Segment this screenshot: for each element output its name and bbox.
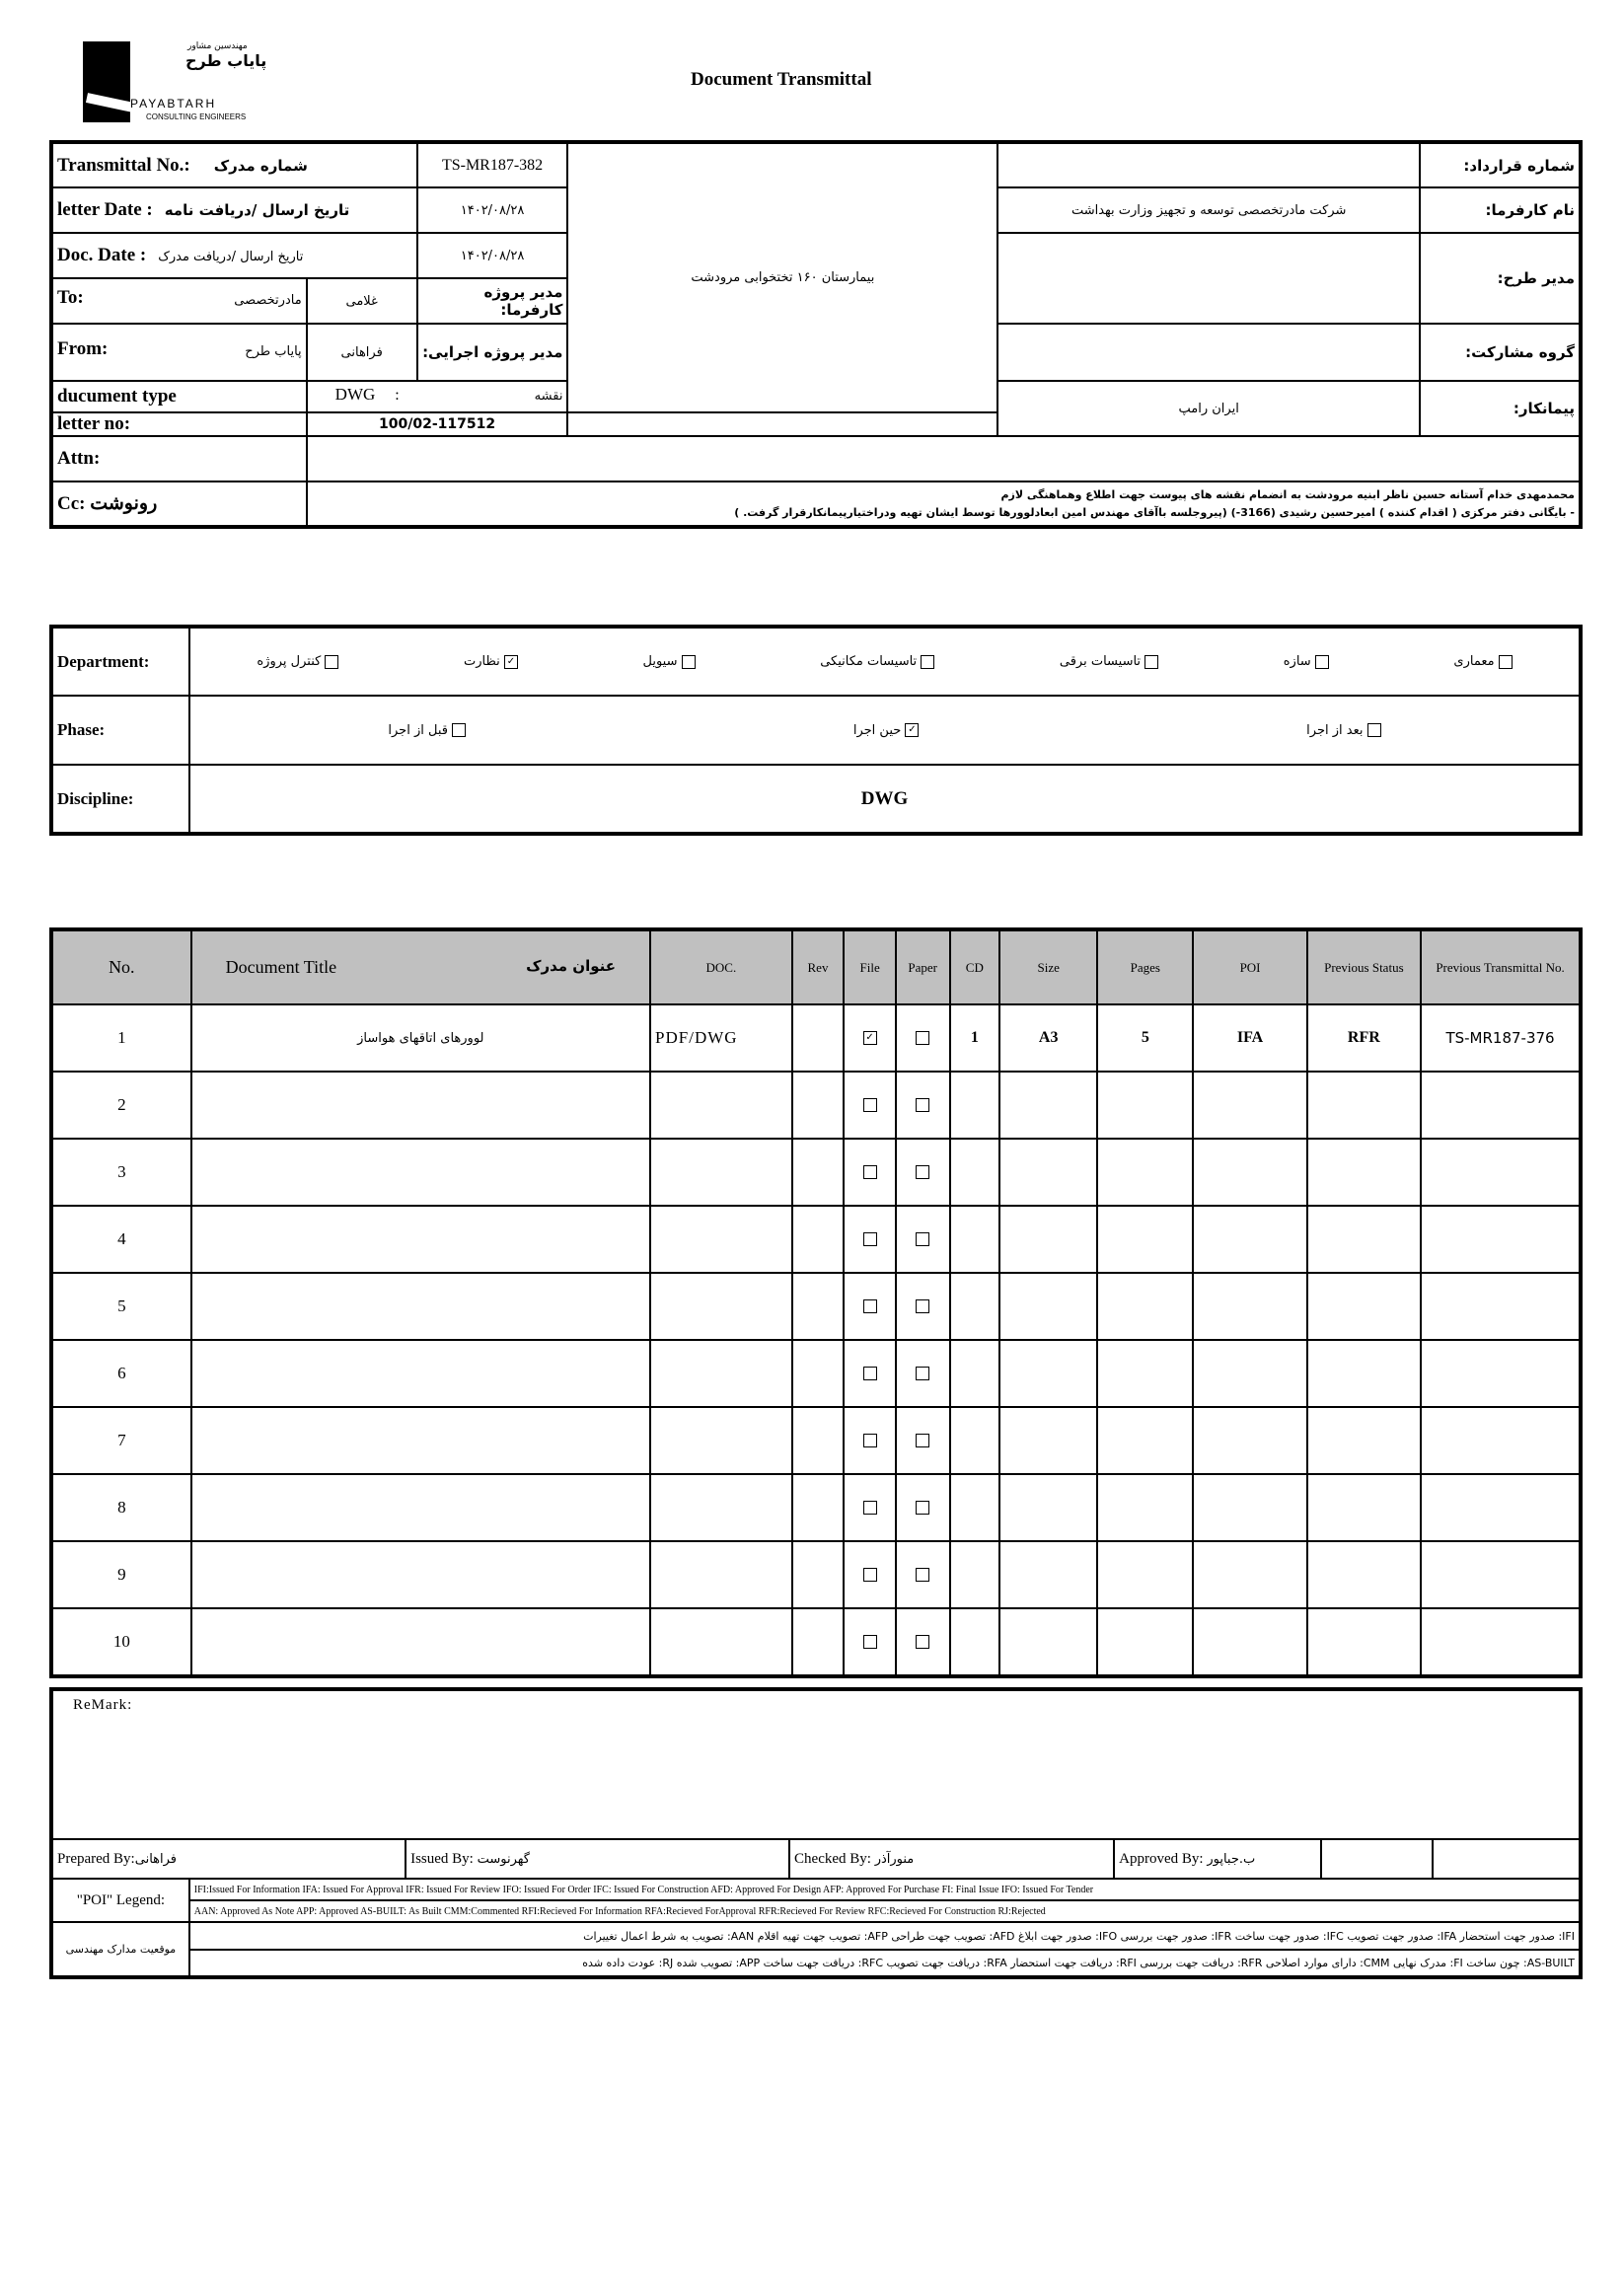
cell-previous-status [1307, 1474, 1421, 1541]
cell-pages [1097, 1608, 1193, 1676]
checkbox-icon[interactable] [916, 1299, 929, 1313]
cell-pages [1097, 1273, 1193, 1340]
logo-en-name: PAYABTARH [130, 97, 217, 111]
cell-paper [896, 1340, 950, 1407]
cell-previous-transmittal [1421, 1072, 1581, 1139]
col-document-title: Document Title عنوان مدرک [191, 929, 650, 1004]
cell-doc [650, 1608, 792, 1676]
logo-fa-name: پایاب طرح [185, 51, 267, 70]
cell-previous-status [1307, 1206, 1421, 1273]
cell-file [844, 1139, 896, 1206]
cell-previous-transmittal [1421, 1541, 1581, 1608]
cell-previous-transmittal [1421, 1407, 1581, 1474]
cell-paper [896, 1273, 950, 1340]
cell-doc [650, 1541, 792, 1608]
letter-no-value: 100/02-117512 [307, 412, 568, 436]
cell-cd [950, 1541, 1000, 1608]
from-field: From: پایاب طرح [51, 324, 307, 381]
letter-date-label: letter Date : تاریخ ارسال /دریافت نامه [51, 187, 417, 233]
table-row [51, 1206, 1581, 1273]
checkbox-icon[interactable] [325, 655, 338, 669]
logo-fa-subtitle: مهندسین مشاور [187, 41, 248, 51]
cell-no: 3 [51, 1139, 191, 1206]
client-value: شرکت مادرتخصصی توسعه و تجهیز وزارت بهداشت [997, 187, 1420, 233]
cell-rev [792, 1139, 845, 1206]
checkbox-icon[interactable] [916, 1501, 929, 1515]
cell-doc [650, 1139, 792, 1206]
engineering-status-line-1: IFI: صدور جهت استحضار IFA: صدور جهت تصویب IFC: صدور جهت ساخت IFR: صدور جهت بررسی IFO: صدور جهت ابلاغ AFD: تصویب جهت طراحی AFP: تصویب جهت تهیه اقلام AAN: تصویب به شرط اعمال تغییرات [189, 1922, 1581, 1950]
cc-line-1: محمدمهدی خدام آستانه حسین ناظر ابنیه مرودشت به انضمام نقشه های پیوست جهت اطلاع وهماهنگی لازم [1000, 487, 1575, 501]
cell-rev [792, 1608, 845, 1676]
checkbox-icon[interactable] [916, 1635, 929, 1649]
doc-date-label: Doc. Date : تاریخ ارسال /دریافت مدرک [51, 233, 417, 278]
cell-file [844, 1407, 896, 1474]
checkbox-icon[interactable] [1315, 655, 1329, 669]
cell-cd [950, 1340, 1000, 1407]
checkbox-icon[interactable] [916, 1031, 929, 1045]
cell-cd [950, 1139, 1000, 1206]
approved-by: Approved By: ب.جباپور [1114, 1839, 1321, 1879]
phase-options [189, 696, 1581, 765]
table-row [51, 1407, 1581, 1474]
cell-title [191, 1273, 650, 1340]
signoff-blank-1 [1321, 1839, 1434, 1879]
transmittal-no-value: TS-MR187-382 [417, 142, 568, 187]
cell-paper [896, 1541, 950, 1608]
table-row [51, 1474, 1581, 1541]
document-title: Document Transmittal [691, 69, 872, 90]
cell-previous-status [1307, 1541, 1421, 1608]
project-spacer [567, 412, 997, 436]
table-row [51, 1340, 1581, 1407]
cell-previous-status [1307, 1273, 1421, 1340]
prepared-by: Prepared By:فراهانی [51, 1839, 406, 1879]
cell-rev [792, 1273, 845, 1340]
checkbox-icon[interactable] [863, 1299, 877, 1313]
cell-title [191, 1407, 650, 1474]
cell-file [844, 1206, 896, 1273]
client-pm-label: مدیر پروژه کارفرما: [417, 278, 568, 324]
cell-previous-status: RFR [1307, 1004, 1421, 1072]
col-paper: Paper [896, 929, 950, 1004]
checkbox-icon[interactable] [1499, 655, 1513, 669]
cell-poi: IFA [1193, 1004, 1306, 1072]
cell-rev [792, 1407, 845, 1474]
cell-poi [1193, 1139, 1306, 1206]
cell-title [191, 1474, 650, 1541]
department-option-electrical[interactable]: تاسیسات برقی [1060, 654, 1158, 669]
cell-rev [792, 1541, 845, 1608]
col-size: Size [999, 929, 1097, 1004]
phase-option-after[interactable]: بعد از اجرا [1306, 723, 1380, 738]
department-option-mechanical[interactable]: تاسیسات مکانیکی [820, 654, 934, 669]
checkbox-icon[interactable] [863, 1232, 877, 1246]
cell-doc [650, 1340, 792, 1407]
cell-doc [650, 1273, 792, 1340]
cell-size: A3 [999, 1004, 1097, 1072]
department-option-architecture[interactable]: معماری [1453, 654, 1512, 669]
table-row [51, 1072, 1581, 1139]
checkbox-icon[interactable] [863, 1098, 877, 1112]
checked-by: Checked By: منورآذر [789, 1839, 1114, 1879]
cell-file [844, 1340, 896, 1407]
col-poi: POI [1193, 929, 1306, 1004]
cell-previous-status [1307, 1072, 1421, 1139]
cell-cd [950, 1072, 1000, 1139]
cell-rev [792, 1340, 845, 1407]
cell-rev [792, 1474, 845, 1541]
checkbox-icon[interactable] [921, 655, 934, 669]
cell-cd [950, 1608, 1000, 1676]
info-table [49, 140, 1583, 529]
project-name: بیمارستان ۱۶۰ تختخوابی مرودشت [567, 142, 997, 412]
cell-paper [896, 1407, 950, 1474]
cell-doc [650, 1072, 792, 1139]
col-doc: DOC. [650, 929, 792, 1004]
cell-previous-transmittal [1421, 1273, 1581, 1340]
cell-size [999, 1340, 1097, 1407]
company-logo [83, 41, 280, 126]
cell-pages [1097, 1072, 1193, 1139]
letter-date-value: ۱۴۰۲/۰۸/۲۸ [417, 187, 568, 233]
classification-table [49, 625, 1583, 836]
cc-value [307, 481, 1581, 527]
documents-rows [51, 1004, 1581, 1676]
checkbox-icon[interactable] [452, 723, 466, 737]
checked-checkbox-icon[interactable]: ✓ [504, 655, 518, 669]
letter-no-label: letter no: [51, 412, 307, 436]
client-label: نام کارفرما: [1420, 187, 1581, 233]
cell-doc [650, 1474, 792, 1541]
cell-no: 10 [51, 1608, 191, 1676]
department-options [189, 627, 1581, 696]
cell-rev [792, 1206, 845, 1273]
cell-no: 7 [51, 1407, 191, 1474]
cell-cd [950, 1474, 1000, 1541]
cell-size [999, 1541, 1097, 1608]
col-rev: Rev [792, 929, 845, 1004]
logo-en-subtitle: CONSULTING ENGINEERS [146, 112, 247, 121]
poi-legend-label: "POI" Legend: [51, 1879, 189, 1922]
phase-option-during[interactable]: ✓ حین اجرا [853, 723, 920, 738]
checkbox-icon[interactable] [916, 1367, 929, 1380]
cell-paper [896, 1474, 950, 1541]
cell-cd [950, 1206, 1000, 1273]
cell-no: 9 [51, 1541, 191, 1608]
footer-table [49, 1687, 1583, 1979]
cell-paper [896, 1608, 950, 1676]
cell-title: لوورهای اتاقهای هواساز [191, 1004, 650, 1072]
cell-poi [1193, 1072, 1306, 1139]
cc-line-2: - بایگانی دفتر مرکزی ( اقدام کننده ) امیرحسین رشیدی (3166-) (پیروجلسه باآقای مهندس امین ابعادلوورها توسط ایشان تهیه ودراختیارپیمانکارقرار گرفت. ) [734, 505, 1575, 519]
cell-size [999, 1474, 1097, 1541]
cell-paper [896, 1004, 950, 1072]
checkbox-icon[interactable] [863, 1165, 877, 1179]
doc-date-value: ۱۴۰۲/۰۸/۲۸ [417, 233, 568, 278]
partnership-value [997, 324, 1420, 381]
table-row [51, 1139, 1581, 1206]
department-label: Department: [51, 627, 189, 696]
cell-poi [1193, 1608, 1306, 1676]
checkbox-icon[interactable] [916, 1165, 929, 1179]
col-no: No. [51, 929, 191, 1004]
checkbox-icon[interactable] [1367, 723, 1381, 737]
col-previous-status: Previous Status [1307, 929, 1421, 1004]
department-option-supervision[interactable]: ✓ نظارت [464, 654, 518, 669]
checkbox-icon[interactable] [1144, 655, 1158, 669]
cell-file [844, 1004, 896, 1072]
cell-pages [1097, 1541, 1193, 1608]
cell-size [999, 1072, 1097, 1139]
poi-legend-line-1: IFI:Issued For Information IFA: Issued For Approval IFR: Issued For Review IFO: Issued For Order IFC: Issued For Construction AFD: Approved For Design AFP: Approved For Purchase FI: Final Issue IFO: Issued For Tender [189, 1879, 1581, 1900]
cell-previous-status [1307, 1340, 1421, 1407]
cell-poi [1193, 1541, 1306, 1608]
cell-previous-status [1307, 1608, 1421, 1676]
cell-title [191, 1541, 650, 1608]
cell-previous-transmittal [1421, 1139, 1581, 1206]
documents-table [49, 927, 1583, 1678]
cell-file [844, 1541, 896, 1608]
engineering-status-label: موقعیت مدارک مهندسی [51, 1922, 189, 1977]
cell-doc [650, 1206, 792, 1273]
cell-cd [950, 1273, 1000, 1340]
col-pages: Pages [1097, 929, 1193, 1004]
table-row [51, 1541, 1581, 1608]
checkbox-icon[interactable] [863, 1434, 877, 1447]
cell-no: 2 [51, 1072, 191, 1139]
cell-size [999, 1608, 1097, 1676]
checkbox-icon[interactable] [863, 1501, 877, 1515]
cell-size [999, 1139, 1097, 1206]
checkbox-icon[interactable] [916, 1232, 929, 1246]
cell-no: 6 [51, 1340, 191, 1407]
checkbox-icon[interactable] [916, 1434, 929, 1447]
issued-by: Issued By: گهرنوست [406, 1839, 789, 1879]
cell-size [999, 1407, 1097, 1474]
discipline-value: DWG [189, 765, 1581, 834]
cell-poi [1193, 1407, 1306, 1474]
plan-manager-label: مدیر طرح: [1420, 233, 1581, 324]
exec-pm-name: فراهانی [307, 324, 417, 381]
phase-label: Phase: [51, 696, 189, 765]
cell-title [191, 1139, 650, 1206]
document-type-value: DWG : نقشه [307, 381, 568, 412]
contractor-value: ایران رامپ [997, 381, 1420, 436]
transmittal-no-label: Transmittal No.: شماره مدرک [51, 142, 417, 187]
cell-poi [1193, 1273, 1306, 1340]
cell-title [191, 1608, 650, 1676]
table-row [51, 1273, 1581, 1340]
document-type-label: ducument type [51, 381, 307, 412]
cell-size [999, 1273, 1097, 1340]
checkbox-icon[interactable] [863, 1635, 877, 1649]
table-row [51, 1004, 1581, 1072]
checked-checkbox-icon[interactable]: ✓ [863, 1031, 877, 1045]
cell-size [999, 1206, 1097, 1273]
remark-field[interactable] [51, 1689, 1581, 1839]
poi-legend-line-2: AAN: Approved As Note APP: Approved AS-BUILT: As Built CMM:Commented RFI:Recieved For Information RFA:Recieved ForApproval RFR:Recieved For Review RFC:Recieved For Construction RJ:Rejected [189, 1900, 1581, 1922]
attn-value [307, 436, 1581, 481]
client-pm-name: غلامی [307, 278, 417, 324]
col-cd: CD [950, 929, 1000, 1004]
cell-previous-transmittal [1421, 1340, 1581, 1407]
cell-previous-status [1307, 1139, 1421, 1206]
cell-no: 8 [51, 1474, 191, 1541]
remark-label: ReMark: [73, 1697, 133, 1713]
cell-doc: PDF/DWG [650, 1004, 792, 1072]
cell-poi [1193, 1474, 1306, 1541]
signoff-blank-2 [1433, 1839, 1581, 1879]
phase-option-before[interactable]: قبل از اجرا [388, 723, 466, 738]
cell-rev [792, 1072, 845, 1139]
contractor-label: پیمانکار: [1420, 381, 1581, 436]
cell-poi [1193, 1206, 1306, 1273]
cell-poi [1193, 1340, 1306, 1407]
cell-file [844, 1608, 896, 1676]
cell-no: 5 [51, 1273, 191, 1340]
attn-label: Attn: [51, 436, 307, 481]
checkbox-icon[interactable] [863, 1568, 877, 1582]
checkbox-icon[interactable] [863, 1367, 877, 1380]
cell-paper [896, 1206, 950, 1273]
cell-pages [1097, 1474, 1193, 1541]
cell-file [844, 1273, 896, 1340]
col-file: File [844, 929, 896, 1004]
cell-no: 4 [51, 1206, 191, 1273]
department-option-structure[interactable]: سازه [1284, 654, 1329, 669]
cell-pages [1097, 1206, 1193, 1273]
plan-manager-value [997, 233, 1420, 324]
cell-previous-transmittal: TS-MR187-376 [1421, 1004, 1581, 1072]
cell-file [844, 1474, 896, 1541]
cell-previous-transmittal [1421, 1206, 1581, 1273]
cell-previous-transmittal [1421, 1608, 1581, 1676]
table-row [51, 1608, 1581, 1676]
department-option-civil[interactable]: سیویل [642, 654, 695, 669]
cell-pages [1097, 1407, 1193, 1474]
partnership-label: گروه مشارکت: [1420, 324, 1581, 381]
cell-rev [792, 1004, 845, 1072]
exec-pm-label: مدیر پروژه اجرایی: [417, 324, 568, 381]
cell-file [844, 1072, 896, 1139]
cell-title [191, 1206, 650, 1273]
checked-checkbox-icon[interactable]: ✓ [905, 723, 919, 737]
department-option-project-control[interactable]: کنترل پروژه [257, 654, 338, 669]
cell-title [191, 1072, 650, 1139]
checkbox-icon[interactable] [916, 1098, 929, 1112]
cell-doc [650, 1407, 792, 1474]
cc-label: Cc: رونوشت [51, 481, 307, 527]
to-field: To: مادرتخصصی [51, 278, 307, 324]
cell-title [191, 1340, 650, 1407]
cell-pages: 5 [1097, 1004, 1193, 1072]
cell-pages [1097, 1340, 1193, 1407]
cell-cd [950, 1407, 1000, 1474]
checkbox-icon[interactable] [682, 655, 696, 669]
cell-previous-status [1307, 1407, 1421, 1474]
discipline-label: Discipline: [51, 765, 189, 834]
cell-no: 1 [51, 1004, 191, 1072]
contract-no-label: شماره قرارداد: [1420, 142, 1581, 187]
contract-no-value [997, 142, 1420, 187]
col-previous-transmittal: Previous Transmittal No. [1421, 929, 1581, 1004]
cell-previous-transmittal [1421, 1474, 1581, 1541]
checkbox-icon[interactable] [916, 1568, 929, 1582]
engineering-status-line-2: AS-BUILT: چون ساخت FI: مدرک نهایی CMM: دارای موارد اصلاحی RFR: دریافت جهت بررسی RFI: دریافت جهت استحضار RFA: دریافت جهت تصویب RFC: دریافت جهت ساخت APP: تصویب شده RJ: عودت داده شده [189, 1950, 1581, 1977]
cell-pages [1097, 1139, 1193, 1206]
cell-cd: 1 [950, 1004, 1000, 1072]
cell-paper [896, 1139, 950, 1206]
cell-paper [896, 1072, 950, 1139]
